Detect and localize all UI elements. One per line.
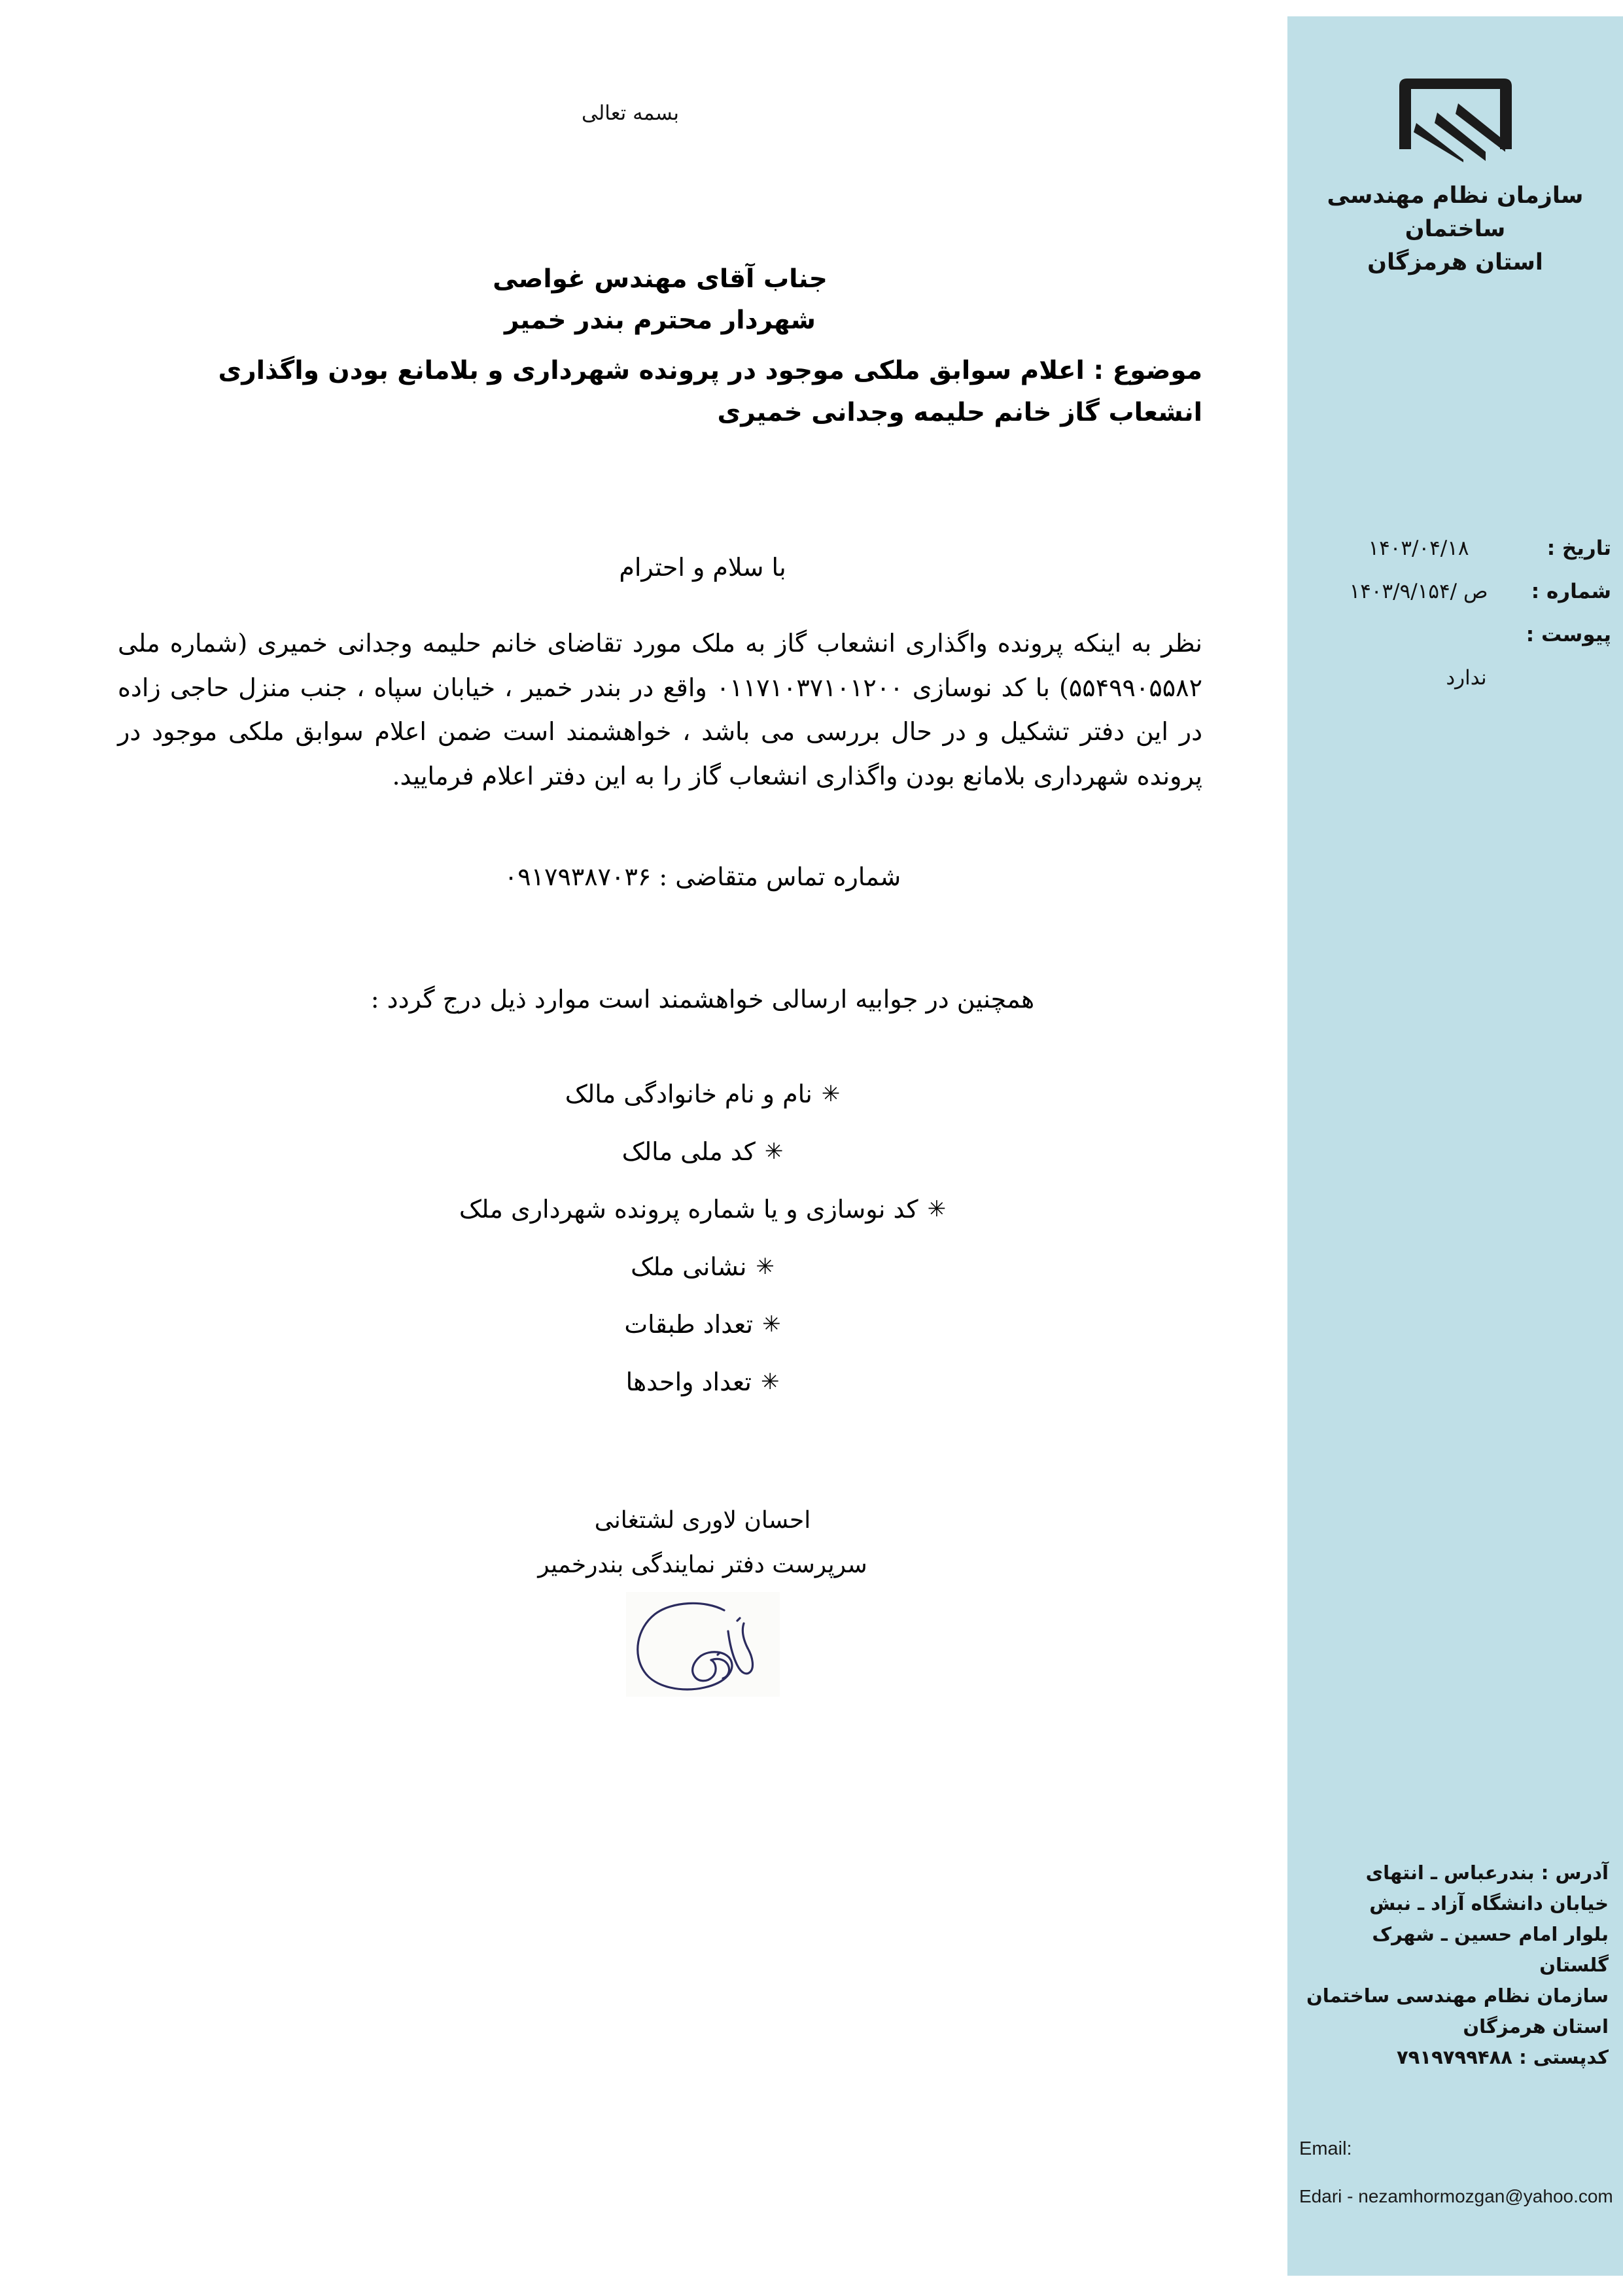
email-label: Email: [1299, 2138, 1352, 2159]
attachment-value: ندارد [1446, 666, 1487, 690]
letterhead-band [1287, 16, 1623, 2276]
recipient-block [118, 258, 1202, 433]
list-item-label: نشانی ملک [631, 1252, 747, 1281]
attachment-label: پیوست : [1526, 623, 1611, 646]
address-line-1: آدرس : بندرعباس ـ انتهای [1365, 1862, 1609, 1884]
list-item [118, 1368, 1287, 1396]
list-item-label: کد ملی مالک [621, 1137, 756, 1166]
asterisk-bullet-icon: ✳ [756, 1254, 775, 1280]
list-item [118, 1137, 1287, 1166]
date-label: تاریخ : [1546, 537, 1611, 560]
address-line-2: خیابان دانشگاه آزاد ـ نبش [1369, 1892, 1609, 1915]
organization-name-line2: استان هرمزگان [1367, 249, 1543, 275]
asterisk-bullet-icon: ✳ [760, 1369, 780, 1395]
asterisk-bullet-icon: ✳ [821, 1081, 841, 1107]
organization-logo-block [1287, 72, 1623, 279]
postal-code-line [1302, 2042, 1609, 2073]
body-paragraph: نظر به اینکه پرونده واگذاری انشعاب گاز به ملک مورد تقاضای خانم حلیمه وجدانی خمیری (شماره ملی ۵۵۴۹۹۰۵۵۸۲) با کد نوسازی ۰۱۱۷۱۰۳۷۱۰۱۲۰۰ واقع در بندر خمیر ، خیابان سپاه ، جنب منزل حاجی زاده در این دفتر تشکیل و در حال بررسی می باشد ، خواهشمند است ضمن اعلام سوابق ملکی موجود در پرونده شهرداری بلامانع بودن واگذاری انشعاب گاز را به این دفتر اعلام فرمایید. [118, 629, 1202, 790]
handwritten-signature-icon [626, 1592, 780, 1697]
list-item-label: نام و نام خانوادگی مالک [565, 1080, 812, 1108]
signatory-name: احسان لاوری لشتغانی [594, 1507, 811, 1534]
list-item [118, 1310, 1287, 1339]
number-value: ص /۱۴۰۳/۹/۱۵۴ [1349, 580, 1488, 603]
applicant-phone-line [118, 862, 1287, 891]
address-line-3: بلوار امام حسین ـ شهرک [1372, 1923, 1609, 1946]
additional-request-line: همچنین در جوابیه ارسالی خواهشمند است موارد ذیل درج گردد : [370, 985, 1035, 1014]
footer-email-block [1299, 2138, 1613, 2207]
list-item-label: تعداد طبقات [624, 1310, 754, 1339]
list-item [118, 1252, 1287, 1281]
building-outline-logo-icon [1390, 72, 1521, 162]
letter-subject: موضوع : اعلام سوابق ملکی موجود در پرونده شهرداری و بلامانع بودن واگذاری انشعاب گاز خانم حلیمه وجدانی خمیری [218, 356, 1202, 427]
email-address[interactable]: Edari - nezamhormozgan@yahoo.com [1299, 2186, 1613, 2206]
postal-code-value: ۷۹۱۹۷۹۹۴۸۸ [1396, 2046, 1512, 2069]
requested-items-list [118, 1080, 1287, 1425]
applicant-phone-value: ۰۹۱۷۹۳۸۷۰۳۶ [504, 862, 652, 891]
number-label: شماره : [1531, 580, 1611, 603]
recipient-name: جناب آقای مهندس غواصی [493, 264, 828, 294]
date-value: ۱۴۰۳/۰۴/۱۸ [1368, 537, 1469, 560]
address-line-5: سازمان نظام مهندسی ساختمان [1306, 1985, 1609, 2007]
meta-row-attachment [1302, 623, 1611, 646]
meta-row-number [1302, 580, 1611, 603]
list-item [118, 1080, 1287, 1108]
meta-row-date [1302, 537, 1611, 560]
applicant-phone-label: شماره تماس متقاضی : [659, 862, 901, 891]
organization-name [1287, 179, 1623, 279]
signatory-title: سرپرست دفتر نمایندگی بندرخمیر [538, 1551, 867, 1579]
list-item-label: کد نوسازی و یا شماره پرونده شهرداری ملک [459, 1195, 918, 1224]
asterisk-bullet-icon: ✳ [764, 1139, 784, 1165]
list-item-label: تعداد واحدها [625, 1368, 752, 1396]
organization-name-line1: سازمان نظام مهندسی ساختمان [1327, 183, 1584, 242]
recipient-role: شهردار محترم بندر خمیر [504, 306, 816, 336]
address-line-6: استان هرمزگان [1463, 2015, 1609, 2038]
asterisk-bullet-icon: ✳ [762, 1311, 781, 1337]
address-line-4: گلستان [1539, 1954, 1609, 1977]
postal-code-label: کدپستی : [1519, 2046, 1609, 2069]
signature-block [118, 1498, 1287, 1697]
letter-meta-block [1302, 537, 1611, 690]
greeting-line: با سلام و احترام [619, 553, 786, 582]
handwritten-signature-image [626, 1592, 780, 1697]
footer-address-block [1302, 1858, 1609, 2073]
asterisk-bullet-icon: ✳ [927, 1196, 947, 1222]
list-item [118, 1195, 1287, 1224]
basmala-invocation: بسمه تعالی [582, 101, 679, 125]
